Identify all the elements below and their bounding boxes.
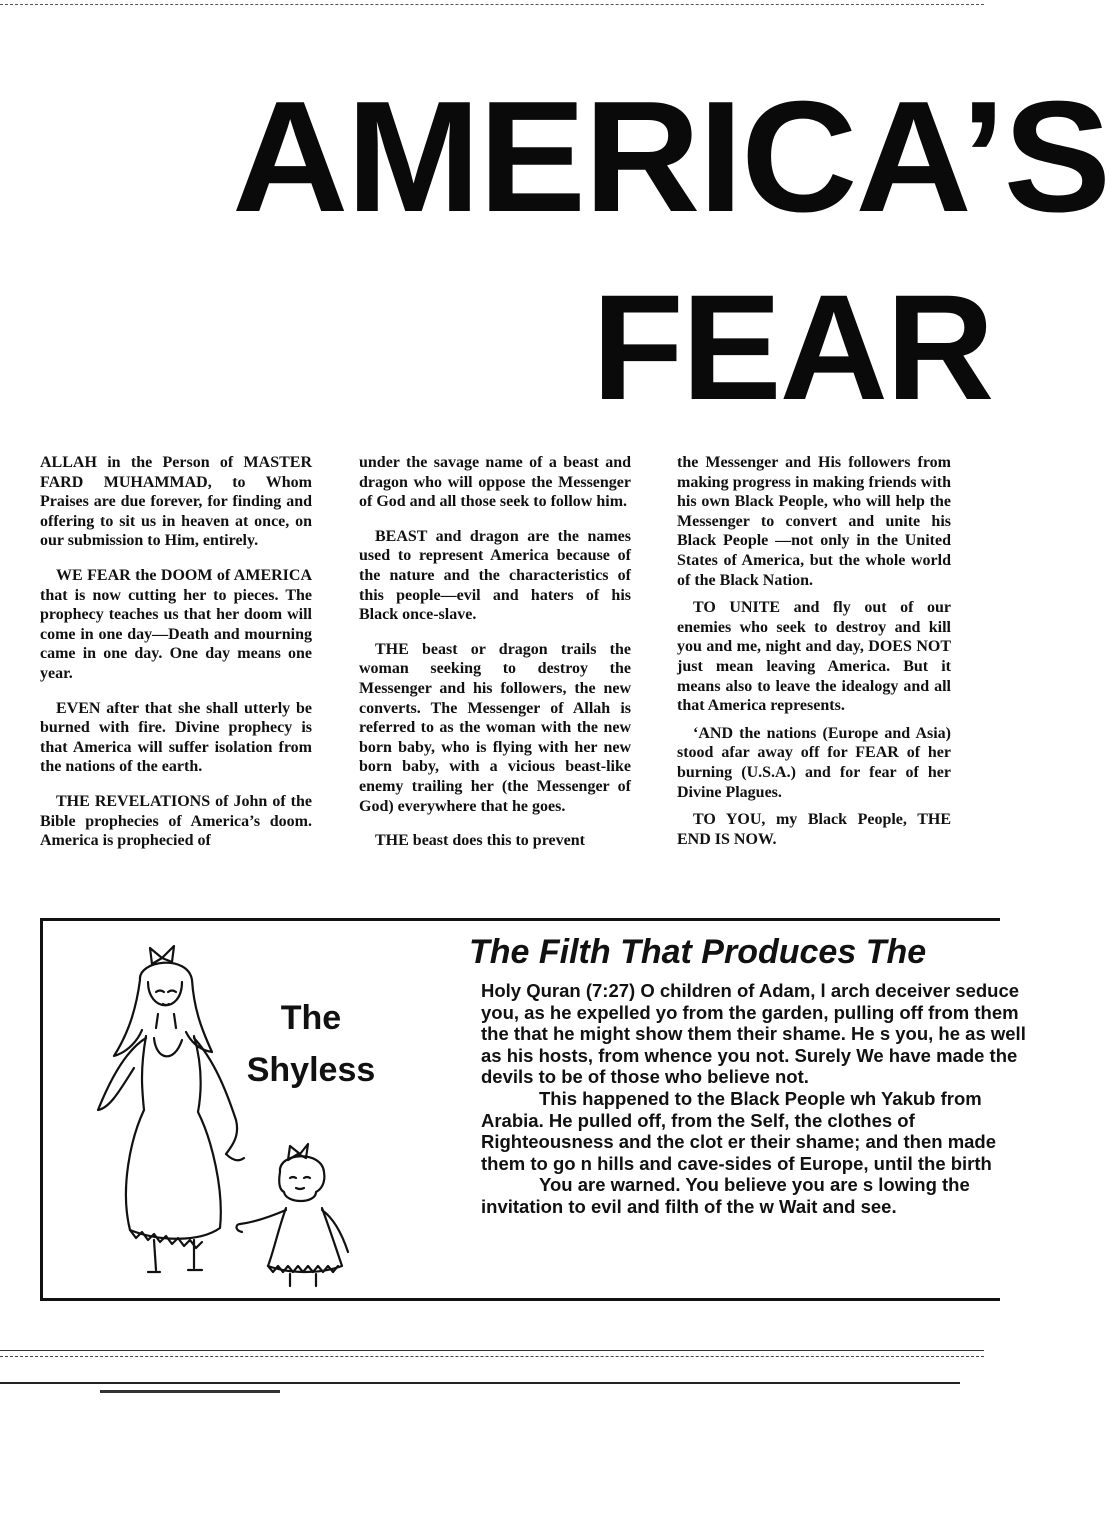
paragraph: TO UNITE and fly out of our enemies who seek to destroy and kill you and me, night and day, DOES NOT just mean leaving America. But it means also to leave the idealogy and all that America represents. (677, 599, 951, 715)
filth-paragraph-3: You are warned. You believe you are s lowing the invitation to evil and filth of the w Wait and see. (481, 1174, 970, 1217)
box-side-title (246, 992, 376, 1096)
paragraph: BEAST and dragon are the names used to represent America because of the nature and the characteristics of this people—evil and haters of his Black once-slave. (359, 527, 631, 624)
paragraph: THE beast does this to prevent (375, 832, 585, 850)
paragraph: WE FEAR the DOOM of AMERICA that is now cutting her to pieces. The prophecy teaches us that her doom will come in one day—Death and mourning came in one day. One day means one year. (40, 566, 312, 682)
paragraph: ALLAH in the Person of MASTER FARD MUHAMMAD, to Whom Praises are due forever, for finding and offering to sit us in heaven at once, on our submission to Him, entirely. (40, 454, 312, 550)
bottom-rule (0, 1382, 960, 1384)
side-title-line2: Shyless (246, 1051, 376, 1089)
paragraph: the Messenger and His followers from making progress in making friends with his own Black People, who will help the Messenger to convert and unite his Black People —not only in the United States of America, but the whole world of the Black Nation. (677, 454, 951, 589)
bottom-rule (100, 1390, 280, 1393)
article-column-1 (40, 453, 312, 866)
paragraph: under the savage name of a beast and dragon who will oppose the Messenger of God and all those seek to follow him. (359, 454, 631, 511)
bottom-rule (0, 1356, 984, 1357)
filth-body (481, 980, 1041, 1218)
paragraph: ‘AND the nations (Europe and Asia) stood afar away off for FEAR of her burning (U.S.A.) and for fear of her Divine Plagues. (677, 724, 951, 801)
headline-line2: FEAR (592, 263, 993, 431)
top-rule (0, 4, 984, 5)
article-column-2 (359, 453, 631, 866)
filth-title: The Filth That Produces The (469, 933, 927, 971)
filth-paragraph-2: This happened to the Black People wh Yakub from Arabia. He pulled off, from the Self, the clothes of Righteousness and the clot er their shame; and then made them to go n hills and cave-sides of Europe, until the birth (481, 1087, 997, 1174)
bottom-rule (0, 1350, 984, 1351)
headline-line1: AMERICA’S (232, 69, 1109, 245)
filth-paragraph-1: Holy Quran (7:27) O children of Adam, l arch deceiver seduce you, as he expelled yo from the garden, pulling off from them the that he might show them their shame. He s you, he as well as his hosts, from whence you not. Surely We have made the devils to be of those who believe not. (481, 980, 1026, 1088)
paragraph: THE REVELATIONS of John of the Bible prophecies of America’s doom. America is prophecied of (40, 792, 312, 850)
paragraph: THE beast or dragon trails the woman seeking to destroy the Messenger and his followers, the new converts. The Messenger of Allah is referred to as the woman with the new born baby, who is flying with her new born baby, with a vicious beast-like enemy trailing her (the Messenger of God) everywhere that he goes. (359, 640, 631, 815)
paragraph: TO YOU, my Black People, THE END IS NOW. (677, 811, 951, 848)
side-title-line1: The (280, 999, 342, 1037)
paragraph: EVEN after that she shall utterly be burned with fire. Divine prophecy is that America will suffer isolation from the nations of the earth. (40, 699, 312, 776)
article-column-3 (677, 453, 951, 857)
